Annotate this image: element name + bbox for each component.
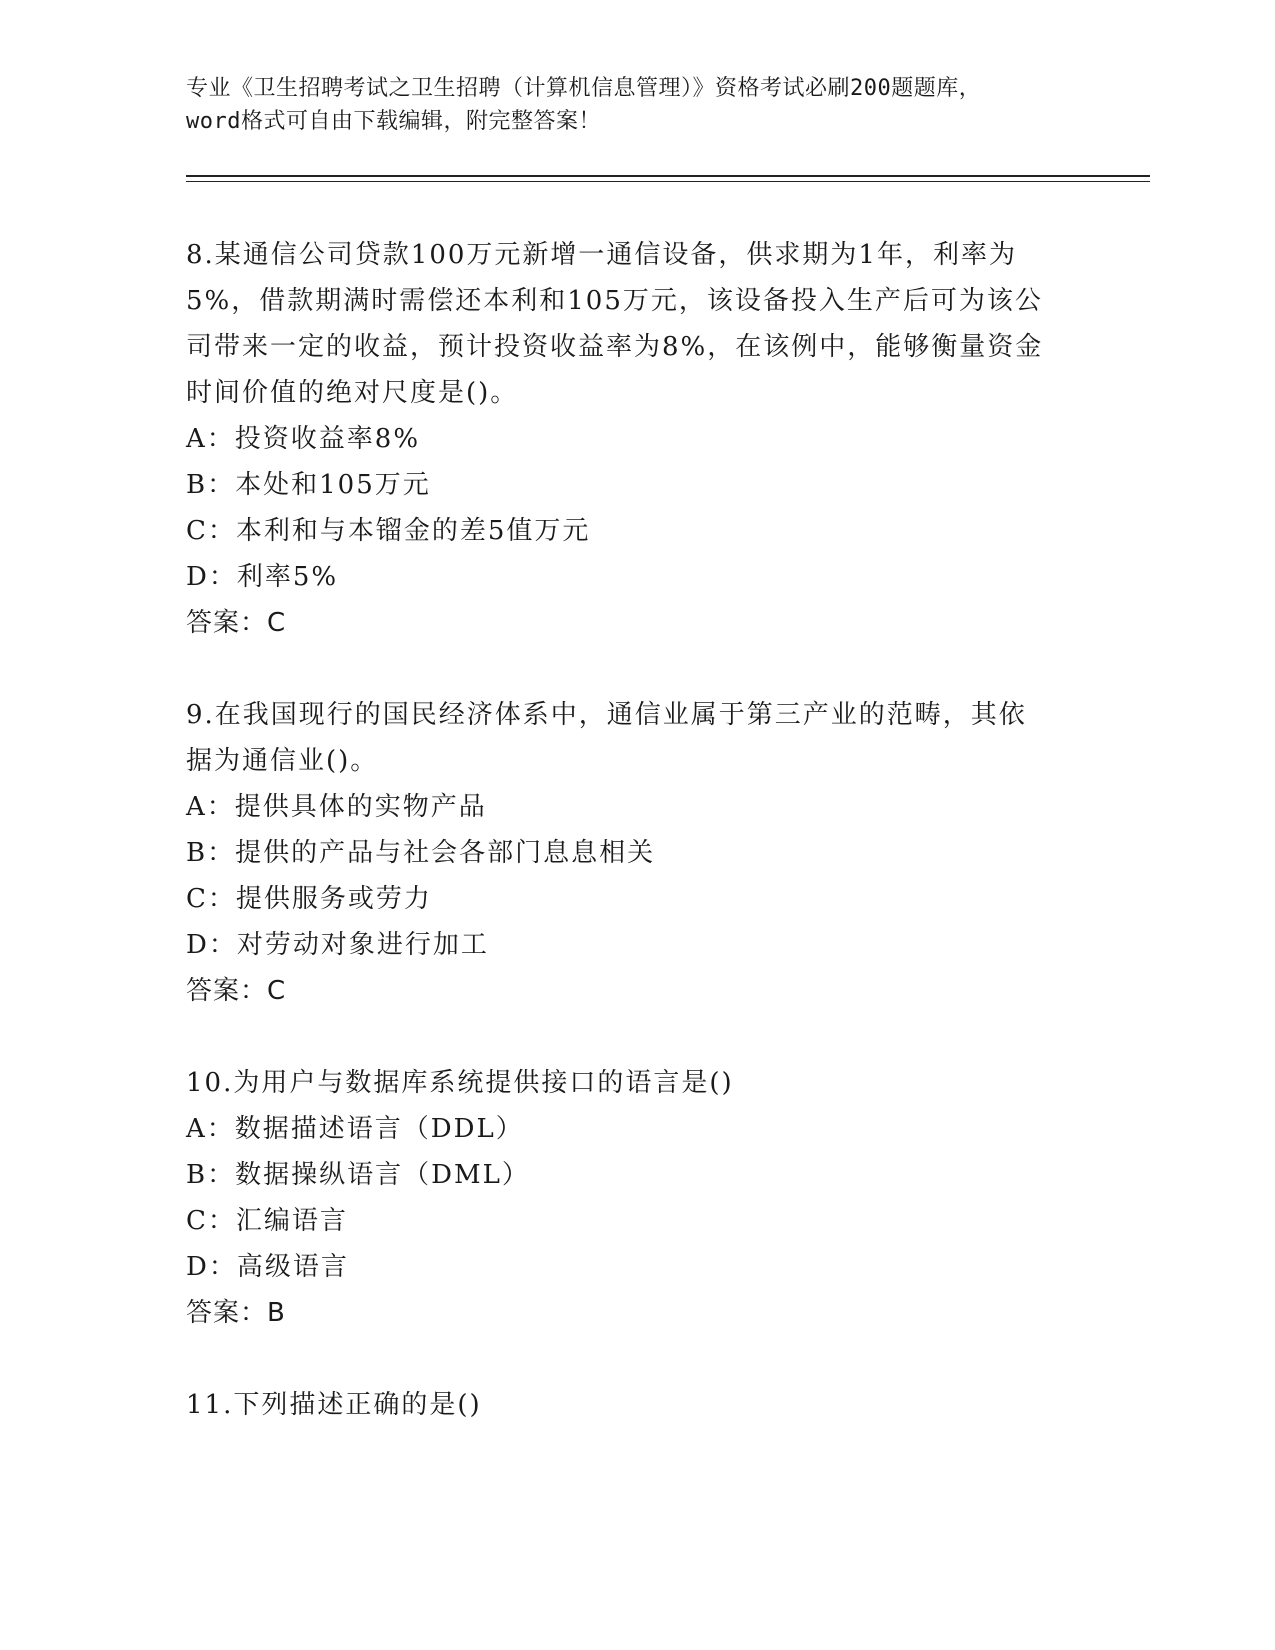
stem-line: 10.为用户与数据库系统提供接口的语言是() [186,1068,734,1098]
answer-line: 答案：B [186,1298,286,1328]
header-line-2: word格式可自由下载编辑，附完整答案！ [186,109,601,134]
answer-line: 答案：C [186,608,287,638]
question-stem [186,232,1086,416]
stem-line: 据为通信业()。 [186,746,379,776]
question-9 [186,692,1086,1014]
question-stem [186,692,1086,784]
option-d: D：对劳动对象进行加工 [186,930,489,960]
option-d: D：利率5% [186,562,339,592]
option-a: A：提供具体的实物产品 [186,792,487,822]
option-d: D：高级语言 [186,1252,349,1282]
question-stem [186,1382,1086,1428]
question-stem [186,1060,1086,1106]
stem-line: 11.下列描述正确的是() [186,1390,482,1420]
option-a: A：数据描述语言（DDL） [186,1114,524,1144]
answer-line: 答案：C [186,976,287,1006]
header-divider-thin [186,181,1150,182]
option-c: C：提供服务或劳力 [186,884,432,914]
document-header [186,72,1086,138]
stem-line: 8.某通信公司贷款100万元新增一通信设备，供求期为1年，利率为 [186,240,1017,270]
stem-line: 时间价值的绝对尺度是()。 [186,378,519,408]
question-11 [186,1382,1086,1428]
stem-line: 司带来一定的收益，预计投资收益率为8%，在该例中，能够衡量资金 [186,332,1044,362]
stem-line: 5%，借款期满时需偿还本利和105万元，该设备投入生产后可为该公 [186,286,1043,316]
question-8 [186,232,1086,646]
option-a: A：投资收益率8% [186,424,421,454]
option-b: B：提供的产品与社会各部门息息相关 [186,838,656,868]
header-line-1: 专业《卫生招聘考试之卫生招聘（计算机信息管理）》资格考试必刷200题题库， [186,76,982,101]
option-c: C：本利和与本镏金的差5值万元 [186,516,591,546]
header-divider-thick [186,175,1150,177]
stem-line: 9.在我国现行的国民经济体系中，通信业属于第三产业的范畴，其依 [186,700,1027,730]
question-10 [186,1060,1086,1336]
option-b: B：数据操纵语言（DML） [186,1160,530,1190]
option-b: B：本处和105万元 [186,470,431,500]
option-c: C：汇编语言 [186,1206,348,1236]
question-list [186,232,1086,1474]
